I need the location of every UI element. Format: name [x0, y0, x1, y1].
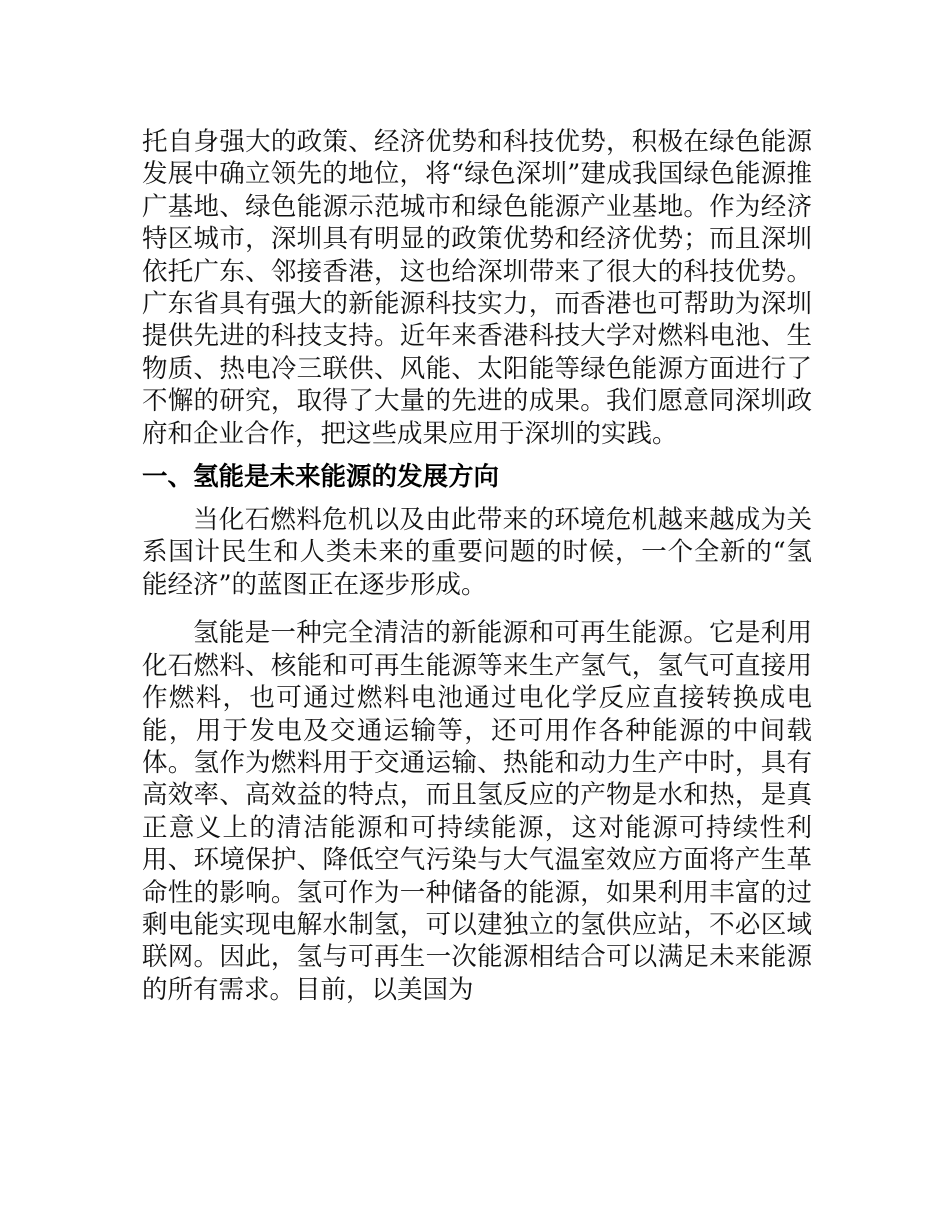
section-heading: 一、氢能是未来能源的发展方向	[142, 462, 500, 493]
paragraph-continued: 托自身强大的政策、经济优势和科技优势，积极在绿色能源发展中确立领先的地位，将“绿色深圳”建成我国绿色能源推广基地、绿色能源示范城市和绿色能源产业基地。作为经济特区城市，深圳具有明显的政策优势和经济优势；而且深圳依托广东、邻接香港，这也给深圳带来了很大的科技优势。广东省具有强大的新能源科技实力，而香港也可帮助为深圳提供先进的科技支持。近年来香港科技大学对燃料电池、生物质、热电冷三联供、风能、太阳能等绿色能源方面进行了不懈的研究，取得了大量的先进的成果。我们愿意同深圳政府和企业合作，把这些成果应用于深圳的实践。	[142, 127, 812, 449]
document-page	[142, 126, 812, 1006]
paragraph-fossil-fuel-crisis: 当化石燃料危机以及由此带来的环境危机越来越成为关系国计民生和人类未来的重要问题的时候，一个全新的“氢能经济”的蓝图正在逐步形成。	[142, 505, 812, 600]
paragraph-hydrogen-energy: 氢能是一种完全清洁的新能源和可再生能源。它是利用化石燃料、核能和可再生能源等来生产氢气，氢气可直接用作燃料，也可通过燃料电池通过电化学反应直接转换成电能，用于发电及交通运输等，还可用作各种能源的中间载体。氢作为燃料用于交通运输、热能和动力生产中时，具有高效率、高效益的特点，而且氢反应的产物是水和热，是真正意义上的清洁能源和可持续能源，这对能源可持续性利用、环境保护、降低空气污染与大气温室效应方面将产生革命性的影响。氢可作为一种储备的能源，如果利用丰富的过剩电能实现电解水制氢，可以建独立的氢供应站，不必区域联网。因此，氢与可再生一次能源相结合可以满足未来能源的所有需求。目前，以美国为	[142, 618, 812, 1005]
